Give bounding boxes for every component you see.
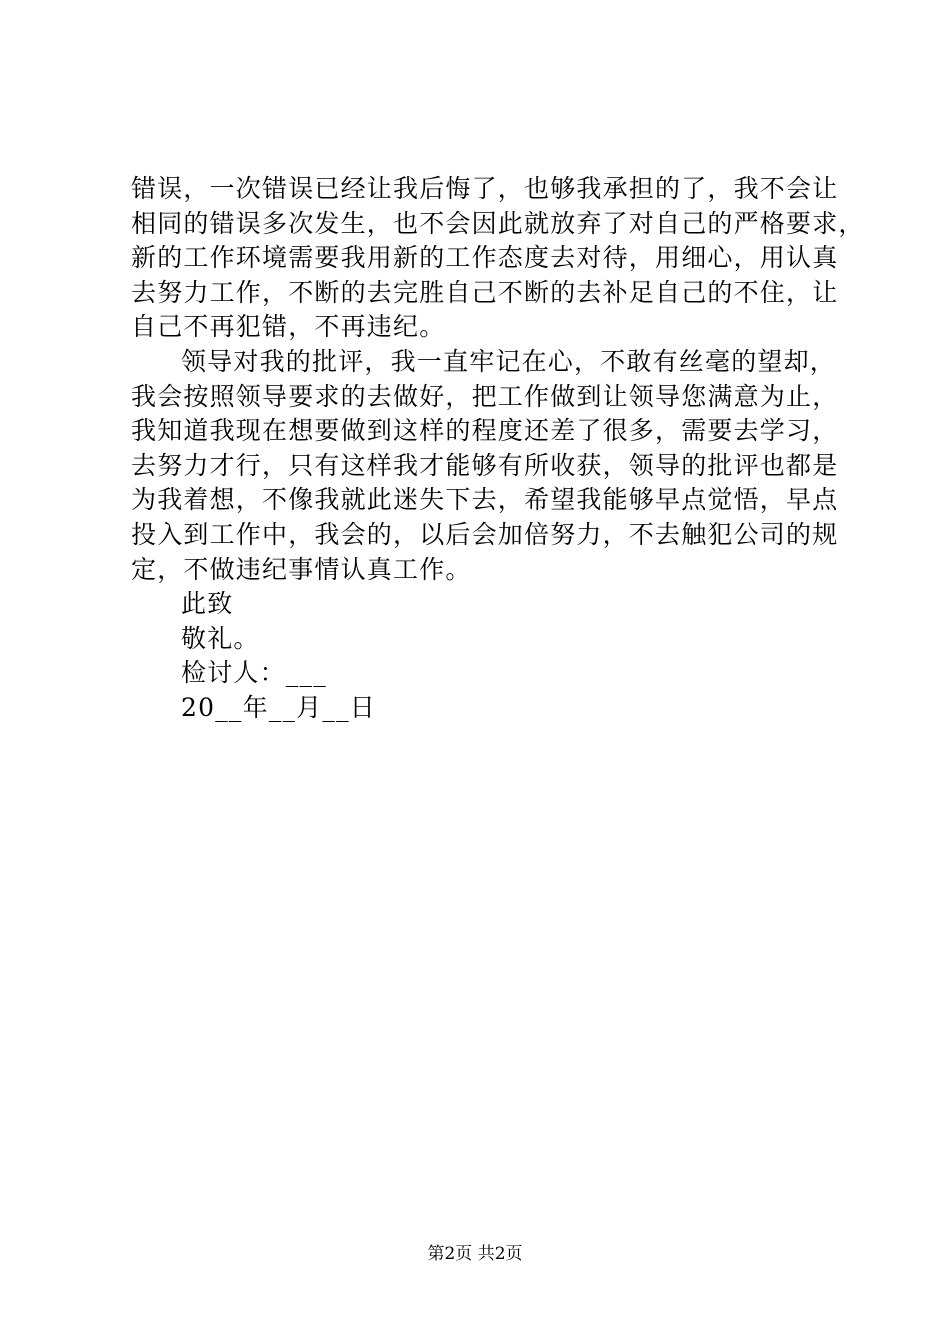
closing-regards: 敬礼。 [181,623,260,653]
page-number-footer: 第2页 共2页 [427,1244,523,1264]
text-line: 为我着想，不像我就此迷失下去，希望我能够早点觉悟，早点 [131,485,839,515]
date-line: 20__年__月__日 [181,692,377,722]
text-line: 投入到工作中，我会的，以后会加倍努力，不去触犯公司的规 [131,519,839,549]
text-line: 新的工作环境需要我用新的工作态度去对待，用细心，用认真 [131,243,839,273]
text-line: 定，不做违纪事情认真工作。 [131,554,472,584]
text-line: 我知道我现在想要做到这样的程度还差了很多，需要去学习， [131,416,839,446]
signature-line: 检讨人：___ [181,658,327,688]
text-line: 相同的错误多次发生，也不会因此就放弃了对自己的严格要求， [131,208,865,238]
closing-salutation: 此致 [181,589,234,619]
text-line: 自己不再犯错，不再违纪。 [131,312,446,342]
text-line: 去努力才行，只有这样我才能够有所收获，领导的批评也都是 [131,450,839,480]
text-line: 去努力工作，不断的去完胜自己不断的去补足自己的不住，让 [131,277,839,307]
text-line: 我会按照领导要求的去做好，把工作做到让领导您满意为止， [131,381,839,411]
paragraph-start-line: 领导对我的批评，我一直牢记在心，不敢有丝毫的望却， [181,346,837,376]
document-body [131,172,865,726]
text-line: 错误，一次错误已经让我后悔了，也够我承担的了，我不会让 [131,174,839,203]
